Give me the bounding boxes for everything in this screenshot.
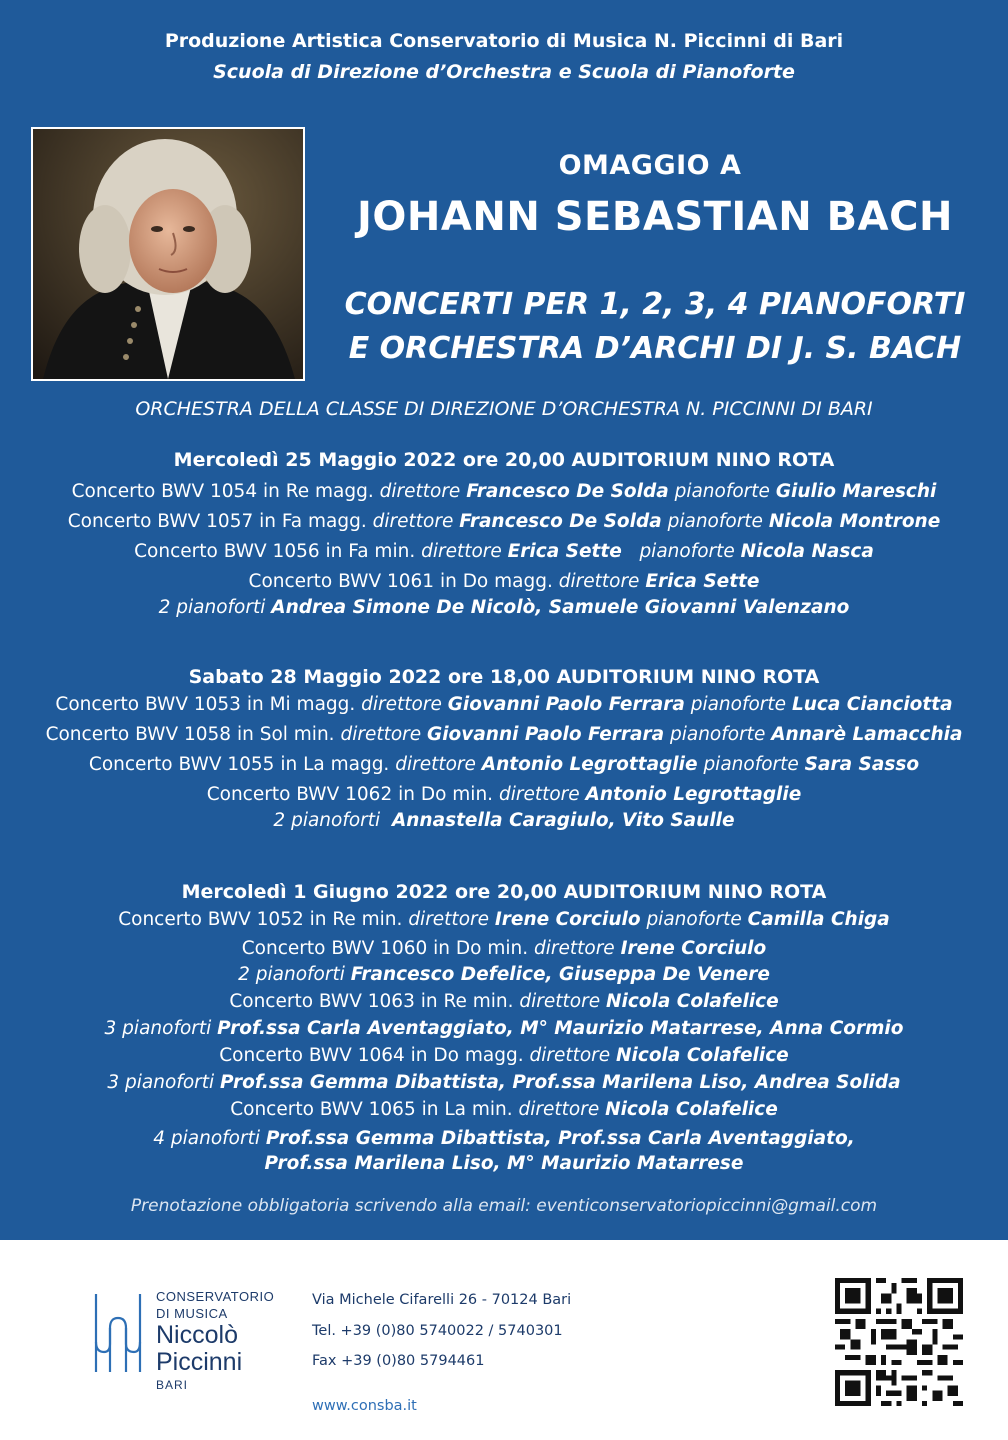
pianists-line [0,597,1008,619]
concert-line [0,477,1008,507]
concert-line [0,934,1008,964]
bach-portrait [31,127,305,381]
logo-name-2: Piccinni [156,1348,243,1376]
pianist-name: Annarè Lamacchia [771,724,963,745]
concert-line [0,537,1008,567]
director-label: direttore [395,754,476,775]
pianists-names: Andrea Simone De Nicolò, Samuele Giovanni Valenzano [271,597,850,618]
concert-line [0,986,1008,1018]
pianists-names: Prof.ssa Gemma Dibattista, Prof.ssa Marilena Liso, Andrea Solida [220,1072,901,1093]
piano-label: pianoforte [646,909,742,930]
concert-work: Concerto BWV 1053 in Mi magg. [55,694,356,715]
concert-work: Concerto BWV 1056 in Fa min. [134,541,416,562]
piano-count-label: 2 pianoforti [238,964,345,985]
pianists-names: Annastella Caragiulo, Vito Saulle [391,810,735,831]
piano-label: pianoforte [639,541,735,562]
pianist-name: Giulio Mareschi [775,481,937,502]
director-label: direttore [372,511,454,532]
piano-count-label: 2 pianoforti [273,810,381,831]
logo-line-2: DI MUSICA [156,1306,228,1321]
director-label: direttore [518,1099,600,1120]
concert-line [0,780,1008,810]
pianists-line [0,964,1008,986]
director-name: Erica Sette [645,571,760,592]
concert-work: Concerto BWV 1061 in Do magg. [248,571,553,592]
header-school: Scuola di Direzione d’Orchestra e Scuola di Pianoforte [213,61,795,83]
pianist-name: Nicola Nasca [740,541,874,562]
piano-label: pianoforte [667,511,763,532]
director-label: direttore [534,938,615,959]
concert-work: Concerto BWV 1058 in Sol min. [45,724,335,745]
concert-line [0,690,1008,720]
event-1 [0,447,1008,619]
director-name: Antonio Legrottaglie [481,754,698,775]
telephone: Tel. +39 (0)80 5740022 / 5740301 [312,1322,563,1339]
subtitle-line-2: E ORCHESTRA D’ARCHI DI J. S. BACH [348,331,962,366]
concert-line [0,567,1008,597]
concert-line [0,507,1008,537]
director-name: Francesco De Solda [459,511,662,532]
contact-info [312,1285,571,1421]
concert-work: Concerto BWV 1064 in Do magg. [219,1045,524,1066]
pianists-line [0,1126,1008,1151]
director-label: direttore [379,481,461,502]
concert-work: Concerto BWV 1054 in Re magg. [71,481,374,502]
pianists-names: Prof.ssa Carla Aventaggiato, M° Maurizio Matarrese, Anna Cormio [217,1018,904,1039]
event-title: Mercoledì 1 Giugno 2022 ore 20,00 AUDITORIUM NINO ROTA [181,881,827,903]
qr-code-icon[interactable] [835,1278,963,1406]
booking-note: Prenotazione obbligatoria scrivendo alla email: eventiconservatoriopiccinni@gmail.com [130,1196,878,1216]
director-name: Antonio Legrottaglie [585,784,802,805]
address: Via Michele Cifarelli 26 - 70124 Bari [312,1292,572,1308]
header-production: Produzione Artistica Conservatorio di Musica N. Piccinni di Bari [164,30,844,52]
subtitle-line-1: CONCERTI PER 1, 2, 3, 4 PIANOFORTI [344,287,966,322]
conservatorio-logo-text [156,1288,274,1392]
concert-line [0,905,1008,934]
concert-work: Concerto BWV 1055 in La magg. [88,754,390,775]
director-name: Giovanni Paolo Ferrara [427,724,665,745]
director-name: Nicola Colafelice [605,1099,778,1120]
event-3 [0,879,1008,1176]
portrait-illustration-icon [33,129,303,379]
pianist-name: Camilla Chiga [747,909,890,930]
omaggio-label: OMAGGIO A [558,150,742,181]
concert-line [0,750,1008,780]
piano-label: pianoforte [703,754,799,775]
director-label: direttore [558,571,640,592]
piano-count-label: 3 pianoforti [104,1018,212,1039]
director-label: direttore [340,724,422,745]
event-2 [0,664,1008,832]
director-label: direttore [421,541,502,562]
orchestra-name: ORCHESTRA DELLA CLASSE DI DIREZIONE D’ORCHESTRA N. PICCINNI DI BARI [135,398,873,420]
director-name: Erica Sette [507,541,622,562]
pianists-names: Prof.ssa Marilena Liso, M° Maurizio Matarrese [264,1153,744,1174]
piano-count-label: 4 pianoforti [153,1128,260,1149]
concert-line [0,1094,1008,1126]
concert-work: Concerto BWV 1057 in Fa magg. [67,511,367,532]
concert-line [0,720,1008,750]
concert-subtitle [310,283,1000,371]
director-name: Nicola Colafelice [616,1045,789,1066]
event-title: Sabato 28 Maggio 2022 ore 18,00 AUDITORIUM NINO ROTA [188,666,820,688]
composer-title: JOHANN SEBASTIAN BACH [357,194,953,240]
fax: Fax +39 (0)80 5794461 [312,1353,485,1369]
pianists-line [0,810,1008,832]
pianists-line-2 [0,1151,1008,1176]
director-label: direttore [361,694,442,715]
pianist-name: Sara Sasso [804,754,920,775]
pianist-name: Nicola Montrone [768,511,941,532]
logo-name-1: Niccolò [156,1321,238,1349]
director-name: Francesco De Solda [466,481,669,502]
director-name: Nicola Colafelice [606,991,779,1012]
director-label: direttore [529,1045,611,1066]
concert-work: Concerto BWV 1062 in Do min. [206,784,494,805]
director-label: direttore [498,784,580,805]
piano-count-label: 2 pianoforti [158,597,266,618]
event-title: Mercoledì 25 Maggio 2022 ore 20,00 AUDITORIUM NINO ROTA [173,449,835,471]
conservatorio-logo-icon [90,1292,146,1374]
director-label: direttore [408,909,489,930]
logo-city: BARI [156,1378,189,1392]
pianists-names: Francesco Defelice, Giuseppa De Venere [350,964,770,985]
piano-label: pianoforte [690,694,787,715]
pianists-line [0,1018,1008,1040]
concert-work: Concerto BWV 1052 in Re min. [118,909,403,930]
piano-label: pianoforte [669,724,766,745]
pianists-names: Prof.ssa Gemma Dibattista, Prof.ssa Carla Aventaggiato, [265,1128,855,1149]
concert-work: Concerto BWV 1065 in La min. [230,1099,513,1120]
pianists-line [0,1072,1008,1094]
director-name: Irene Corciulo [620,938,767,959]
website-link[interactable]: www.consba.it [312,1397,417,1414]
concert-line [0,1040,1008,1072]
director-name: Irene Corciulo [494,909,641,930]
director-label: direttore [519,991,601,1012]
logo-line-1: CONSERVATORIO [156,1289,275,1304]
piano-label: pianoforte [674,481,770,502]
director-name: Giovanni Paolo Ferrara [447,694,685,715]
pianist-name: Luca Cianciotta [791,694,953,715]
concert-work: Concerto BWV 1063 in Re min. [229,991,514,1012]
concert-work: Concerto BWV 1060 in Do min. [241,938,529,959]
piano-count-label: 3 pianoforti [107,1072,215,1093]
